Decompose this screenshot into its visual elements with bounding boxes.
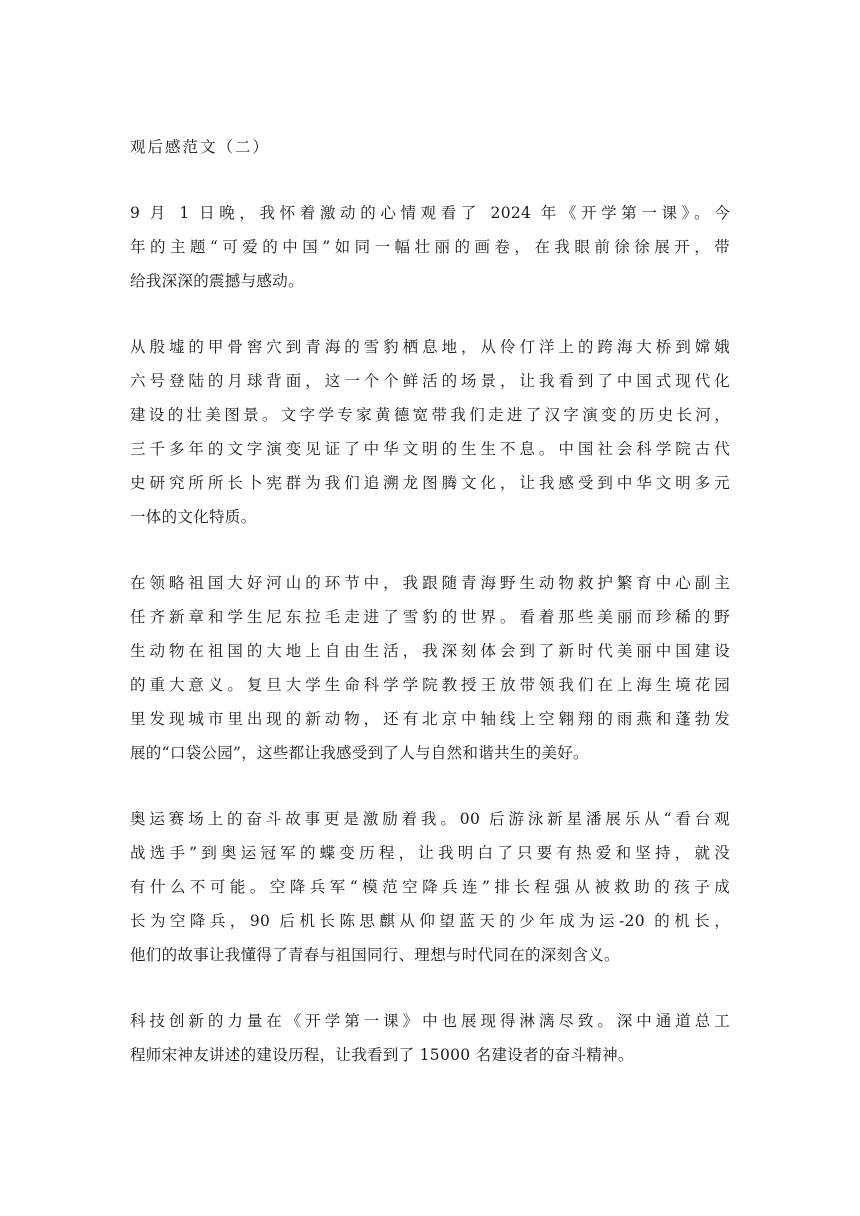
paragraph-1: [130, 196, 730, 298]
paragraph-line: 的重大意义。复旦大学生命科学学院教授王放带领我们在上海生境花园: [130, 676, 730, 694]
paragraph-line: 长为空降兵，90 后机长陈思麒从仰望蓝天的少年成为运-20 的机长，: [130, 912, 730, 930]
paragraph-line: 他们的故事让我懂得了青春与祖国同行、理想与时代同在的深刻含义。: [130, 946, 620, 964]
paragraph-line: 生动物在祖国的大地上自由生活，我深刻体会到了新时代美丽中国建设: [130, 642, 730, 660]
paragraph-line: 9 月 1 日晚，我怀着激动的心情观看了 2024 年《开学第一课》。今: [130, 204, 730, 222]
paragraph-line: 从殷墟的甲骨窖穴到青海的雪豹栖息地，从伶仃洋上的跨海大桥到嫦娥: [130, 338, 730, 356]
document-title: 观后感范文（二）: [130, 138, 271, 156]
paragraph-line: 展的“口袋公园”，这些都让我感受到了人与自然和谐共生的美好。: [130, 744, 589, 762]
paragraph-line: 战选手”到奥运冠军的蝶变历程，让我明白了只要有热爱和坚持，就没: [130, 844, 730, 862]
paragraph-line: 六号登陆的月球背面，这一个个鲜活的场景，让我看到了中国式现代化: [130, 372, 730, 390]
paragraph-line: 程师宋神友讲述的建设历程，让我看到了 15000 名建设者的奋斗精神。: [130, 1046, 634, 1064]
paragraph-line: 里发现城市里出现的新动物，还有北京中轴线上空翱翔的雨燕和蓬勃发: [130, 710, 730, 728]
paragraph-line: 史研究所所长卜宪群为我们追溯龙图腾文化，让我感受到中华文明多元: [130, 474, 730, 492]
paragraph-line: 有什么不可能。空降兵军“模范空降兵连”排长程强从被救助的孩子成: [130, 878, 730, 896]
paragraph-line: 在领略祖国大好河山的环节中，我跟随青海野生动物救护繁育中心副主: [130, 574, 730, 592]
document-page: [130, 130, 730, 1104]
paragraph-line: 任齐新章和学生尼东拉毛走进了雪豹的世界。看着那些美丽而珍稀的野: [130, 608, 730, 626]
paragraph-3: [130, 566, 730, 770]
paragraph-2: [130, 330, 730, 534]
paragraph-line: 科技创新的力量在《开学第一课》中也展现得淋漓尽致。深中通道总工: [130, 1012, 730, 1030]
paragraph-5: [130, 1004, 730, 1072]
paragraph-line: 年的主题“可爱的中国”如同一幅壮丽的画卷，在我眼前徐徐展开，带: [130, 238, 730, 256]
paragraph-4: [130, 802, 730, 972]
paragraph-line: 建设的壮美图景。文字学专家黄德宽带我们走进了汉字演变的历史长河，: [130, 406, 730, 424]
paragraph-line: 奥运赛场上的奋斗故事更是激励着我。00 后游泳新星潘展乐从“看台观: [130, 810, 730, 828]
paragraph-line: 一体的文化特质。: [130, 508, 257, 526]
paragraph-line: 给我深深的震撼与感动。: [130, 272, 304, 290]
paragraph-line: 三千多年的文字演变见证了中华文明的生生不息。中国社会科学院古代: [130, 440, 730, 458]
